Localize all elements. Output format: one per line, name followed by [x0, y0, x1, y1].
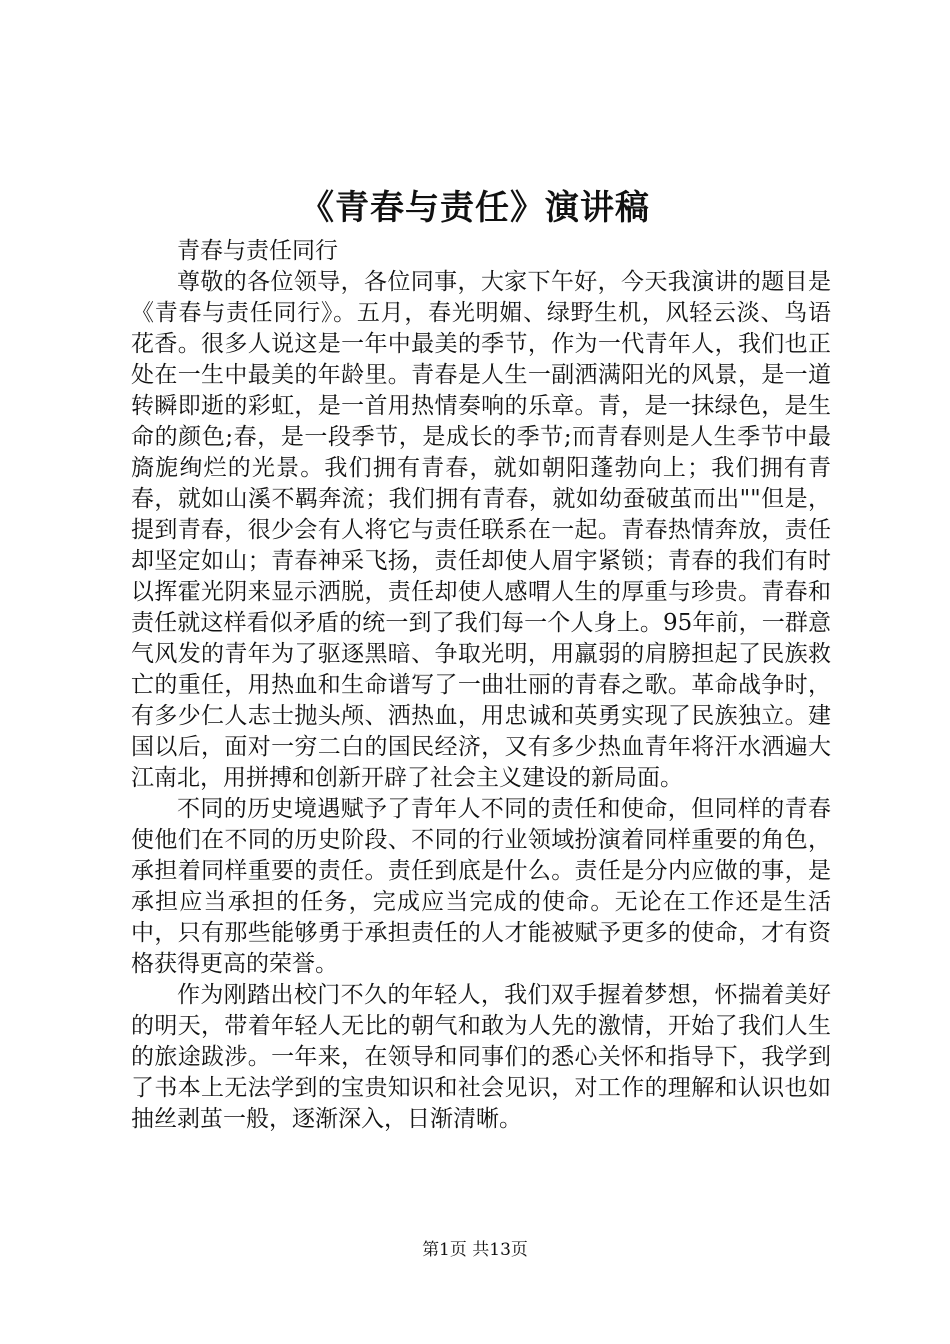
- paragraph-2: 不同的历史境遇赋予了青年人不同的责任和使命，但同样的青春使他们在不同的历史阶段、不同的行业领域扮演着同样重要的角色，承担着同样重要的责任。责任到底是什么。责任是分内应做的事，是承担应当承担的任务，完成应当完成的使命。无论在工作还是生活中，只有那些能够勇于承担责任的人才能被赋予更多的使命，才有资格获得更高的荣誉。: [131, 796, 831, 977]
- paragraph-3: 作为刚踏出校门不久的年轻人，我们双手握着梦想，怀揣着美好的明天，带着年轻人无比的朝气和敢为人先的激情，开始了我们人生的旅途跋涉。一年来，在领导和同事们的悉心关怀和指导下，我学到了书本上无法学到的宝贵知识和社会见识，对工作的理解和认识也如抽丝剥茧一般，逐渐深入，日渐清晰。: [131, 982, 831, 1132]
- document-title: 《青春与责任》演讲稿: [300, 188, 650, 228]
- document-body: [131, 236, 831, 1135]
- paragraph-1: 尊敬的各位领导，各位同事，大家下午好，今天我演讲的题目是《青春与责任同行》。五月，春光明媚、绿野生机，风轻云淡、鸟语花香。很多人说这是一年中最美的季节，作为一代青年人，我们也正处在一生中最美的年龄里。青春是人生一副洒满阳光的风景，是一道转瞬即逝的彩虹，是一首用热情奏响的乐章。青，是一抹绿色，是生命的颜色;春，是一段季节，是成长的季节;而青春则是人生季节中最旖旎绚烂的光景。我们拥有青春，就如朝阳蓬勃向上；我们拥有青春，就如山溪不羁奔流；我们拥有青春，就如幼蚕破茧而出""但是，提到青春，很少会有人将它与责任联系在一起。青春热情奔放，责任却坚定如山；青春神采飞扬，责任却使人眉宇紧锁；青春的我们有时以挥霍光阴来显示洒脱，责任却使人感喟人生的厚重与珍贵。青春和责任就这样看似矛盾的统一到了我们每一个人身上。95年前，一群意气风发的青年为了驱逐黑暗、争取光明，用羸弱的肩膀担起了民族救亡的重任，用热血和生命谱写了一曲壮丽的青春之歌。革命战争时，有多少仁人志士抛头颅、洒热血，用忠诚和英勇实现了民族独立。建国以后，面对一穷二白的国民经济，又有多少热血青年将汗水洒遍大江南北，用拼搏和创新开辟了社会主义建设的新局面。: [131, 269, 831, 791]
- page-number-footer: 第1页 共13页: [422, 1240, 528, 1260]
- document-subtitle: 青春与责任同行: [177, 238, 338, 264]
